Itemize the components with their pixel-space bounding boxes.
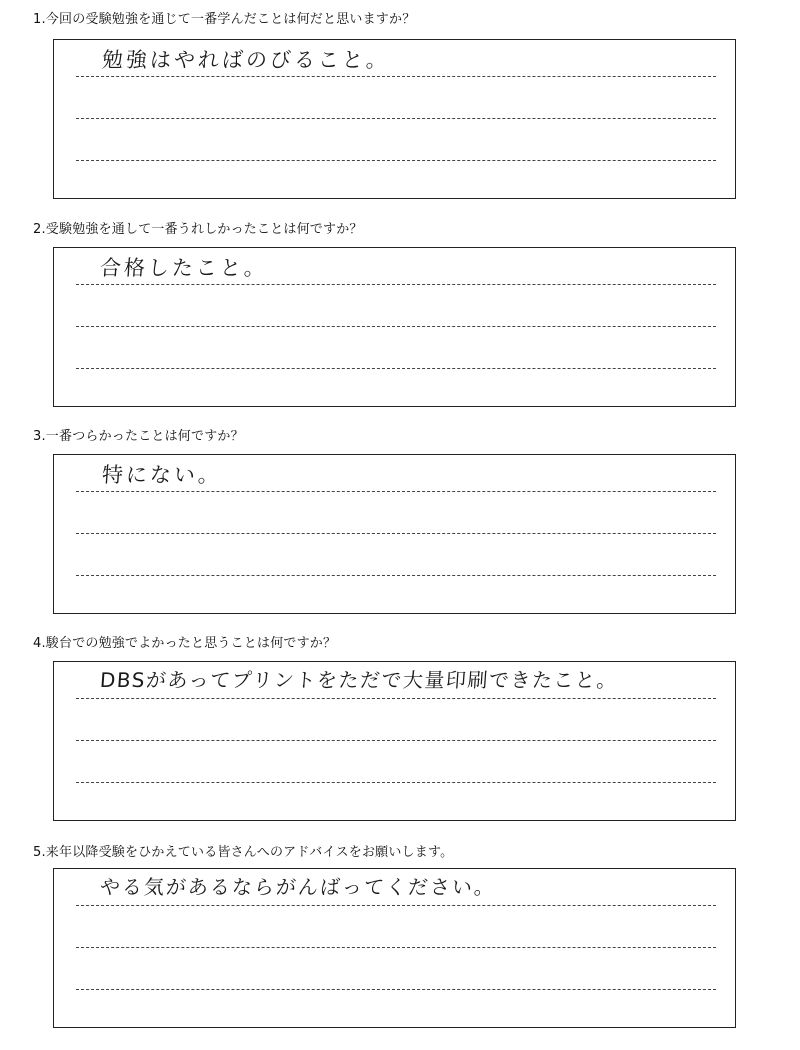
answer-5-handwriting: やる気があるならがんばってください。	[99, 875, 497, 899]
question-5-label: 5.来年以降受験をひかえている皆さんへのアドバイスをお願いします。	[33, 845, 454, 860]
question-1-label: 1.今回の受験勉強を通じて一番学んだことは何だと思いますか？	[33, 12, 416, 27]
question-3-label: 3.一番つらかったことは何ですか？	[33, 429, 244, 444]
answer-line	[76, 740, 716, 741]
answer-box-1	[53, 39, 736, 199]
answer-1-handwriting: 勉強はやればのびること。	[101, 48, 391, 72]
answer-line	[76, 533, 716, 534]
answer-line	[76, 905, 716, 906]
question-4-label: 4.駿台での勉強でよかったと思うことは何ですか？	[33, 636, 337, 651]
answer-2-handwriting: 合格したこと。	[99, 256, 269, 280]
answer-line	[76, 782, 716, 783]
answer-line	[76, 575, 716, 576]
answer-line	[76, 284, 716, 285]
answer-line	[76, 698, 716, 699]
question-2-label: 2.受験勉強を通して一番うれしかったことは何ですか？	[33, 222, 363, 237]
answer-box-2	[53, 247, 736, 407]
answer-line	[76, 989, 716, 990]
answer-3-handwriting: 特にない。	[101, 463, 223, 487]
answer-line	[76, 118, 716, 119]
answer-box-5	[53, 868, 736, 1028]
answer-line	[76, 76, 716, 77]
answer-line	[76, 326, 716, 327]
answer-line	[76, 160, 716, 161]
answer-line	[76, 368, 716, 369]
answer-box-4	[53, 661, 736, 821]
answer-line	[76, 947, 716, 948]
answer-4-handwriting: DBSがあってプリントをただで大量印刷できたこと。	[99, 668, 619, 692]
answer-box-3	[53, 454, 736, 614]
answer-line	[76, 491, 716, 492]
